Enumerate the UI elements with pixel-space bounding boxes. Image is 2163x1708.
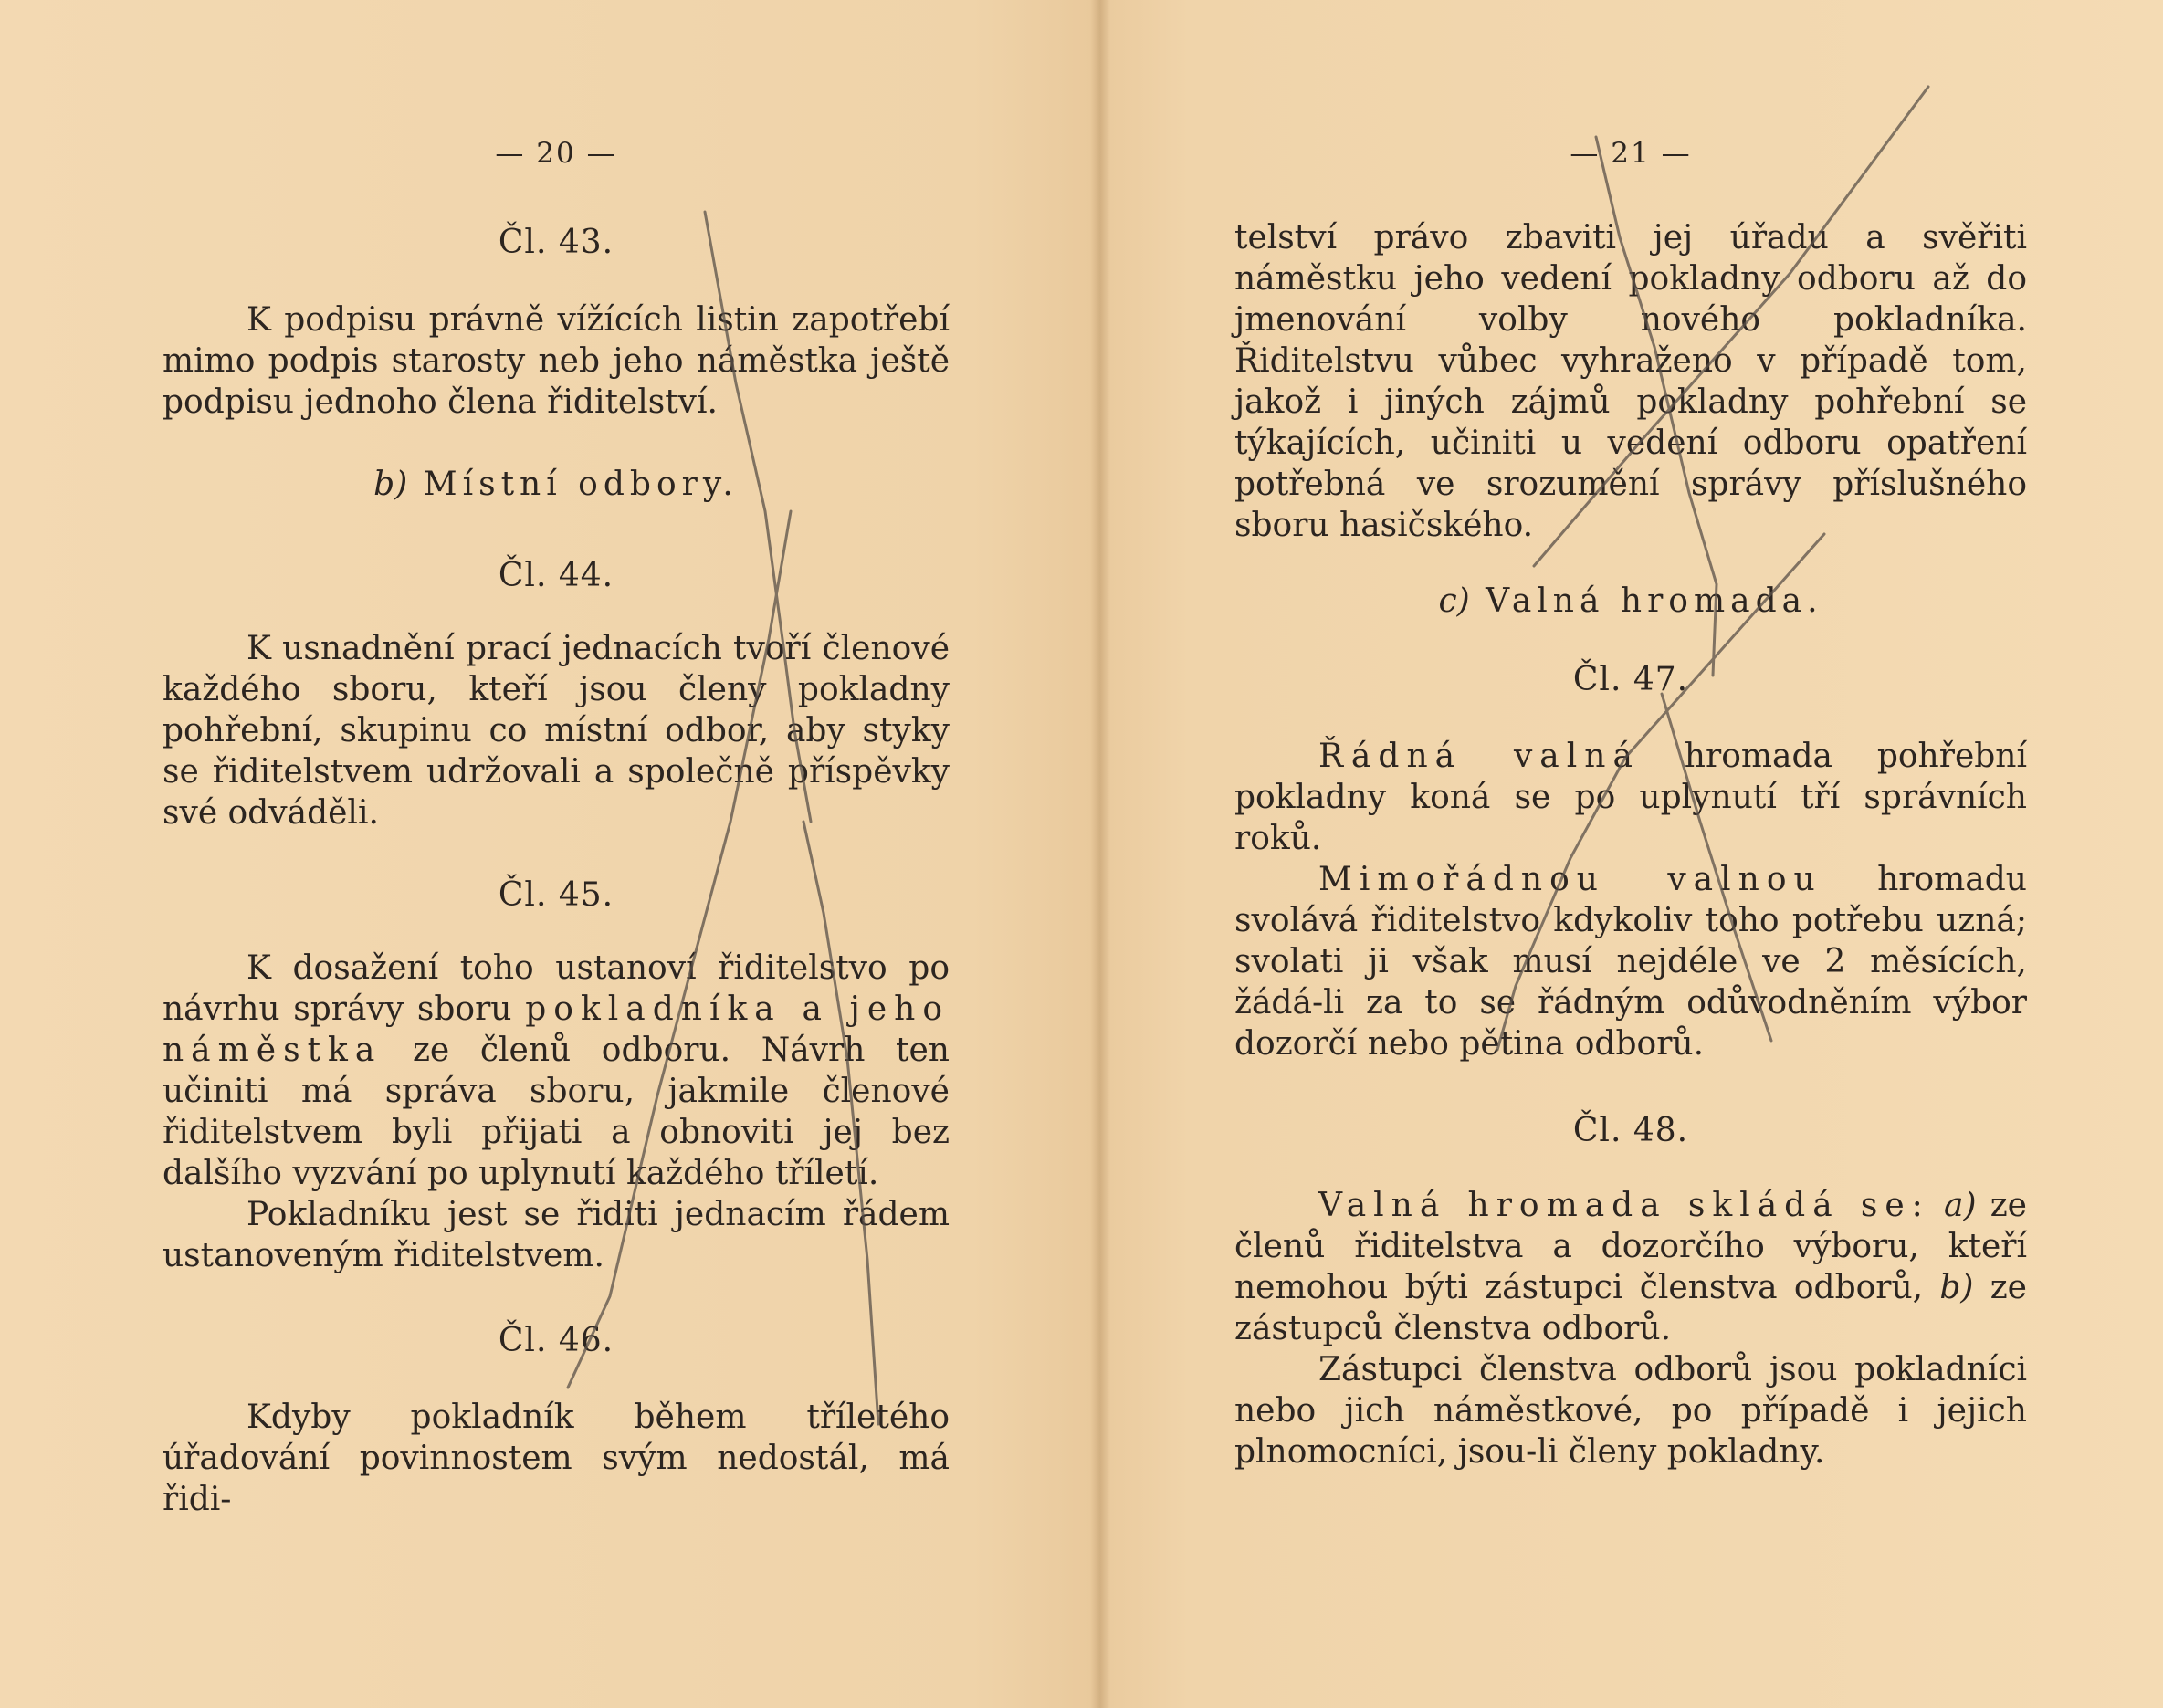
text-run: ze členů řiditelstva a dozorčího výboru, kteří nemohou býti zástupci členstva odborů,	[1234, 1187, 2027, 1306]
section-title: Valná hromada.	[1486, 582, 1823, 620]
article-heading-45: Čl. 45.	[498, 876, 614, 914]
article-heading-43: Čl. 43.	[498, 224, 614, 261]
text-run: hromadu svolává řiditelstvo kdykoliv toho potřebu uzná; svolati ji však musí nejdéle ve 2 měsících, žádá-li za to se řádným odůvodněním výbor dozorčí nebo pětina odborů.	[1234, 861, 2027, 1063]
spaced-text: Řádná valná	[1318, 738, 1640, 775]
paragraph	[163, 948, 950, 1194]
section-heading-c	[1234, 582, 2027, 620]
text-run: hromada pohřební pokladny koná se po uplynutí tří správních roků.	[1234, 738, 2027, 857]
paragraph	[1234, 736, 2027, 859]
text-run: ze členů odboru. Návrh ten učiniti má správa sboru, jakmile členové řiditelstvem byli přijati a obnoviti jej bez dalšího vyzvání po uplynutí každého tříletí.	[163, 1032, 950, 1192]
spaced-text: Valná hromada skládá se:	[1318, 1187, 1930, 1224]
text-run: K dosažení toho ustanoví řiditelstvo po návrhu správy sboru	[163, 949, 950, 1028]
book-gutter	[1090, 0, 1110, 1708]
list-label: b)	[1939, 1269, 1974, 1306]
article-heading-46: Čl. 46.	[498, 1322, 614, 1359]
article-text-46-continued: telství právo zbaviti jej úřadu a svěřiti náměstku jeho vedení pokladny odboru až do jmenování volby nového pokladníka. Řiditelstvu vůbec vyhraženo v případě tom, jakož i jiných zájmů pokladny pohřební se týkajících, učiniti u vedení odboru opatření potřebná ve srozumění správy příslušného sboru hasičského.	[1234, 219, 2027, 544]
section-label: c)	[1438, 582, 1470, 620]
spaced-text: pokladníka a jeho náměstka	[163, 990, 950, 1069]
article-heading-48: Čl. 48.	[1572, 1112, 1689, 1149]
article-text-46: Kdyby pokladník během tříletého úřadování povinnostem svým nedostál, má řidi-	[163, 1399, 950, 1518]
page-number: — 21 —	[1570, 137, 1692, 170]
spaced-text: Mimořádnou valnou	[1318, 861, 1822, 898]
article-heading-44: Čl. 44.	[498, 557, 614, 594]
right-page	[1234, 0, 2027, 1708]
paragraph	[1234, 859, 2027, 1064]
text-run: ze zástupců členstva odborů.	[1234, 1269, 2027, 1347]
article-text-48	[1234, 1185, 2027, 1472]
paragraph: Pokladníku jest se řiditi jednacím řádem ustanoveným řiditelstvem.	[163, 1196, 950, 1274]
article-text-44: K usnadnění prací jednacích tvoří členové každého sboru, kteří jsou členy pokladny pohřební, skupinu co místní odbor, aby styky se řiditelstvem udržovali a společně příspěvky své odváděli.	[163, 630, 950, 832]
section-heading-b	[163, 466, 950, 503]
article-heading-47: Čl. 47.	[1572, 661, 1689, 698]
article-text-45	[163, 948, 950, 1276]
list-label: a)	[1943, 1187, 1977, 1224]
section-label: b)	[373, 466, 408, 503]
article-text-47	[1234, 736, 2027, 1064]
article-text-43: K podpisu právně vížících listin zapotřebí mimo podpis starosty neb jeho náměstka ještě podpisu jednoho člena řiditelství.	[163, 301, 950, 421]
page-number: — 20 —	[495, 137, 617, 170]
section-title: Místní odbory.	[423, 466, 739, 503]
paragraph	[1234, 1185, 2027, 1349]
paragraph: Zástupci členstva odborů jsou pokladníci nebo jich náměstkové, po případě i jejich plnomocníci, jsou-li členy pokladny.	[1234, 1351, 2027, 1471]
left-page	[163, 0, 950, 1708]
